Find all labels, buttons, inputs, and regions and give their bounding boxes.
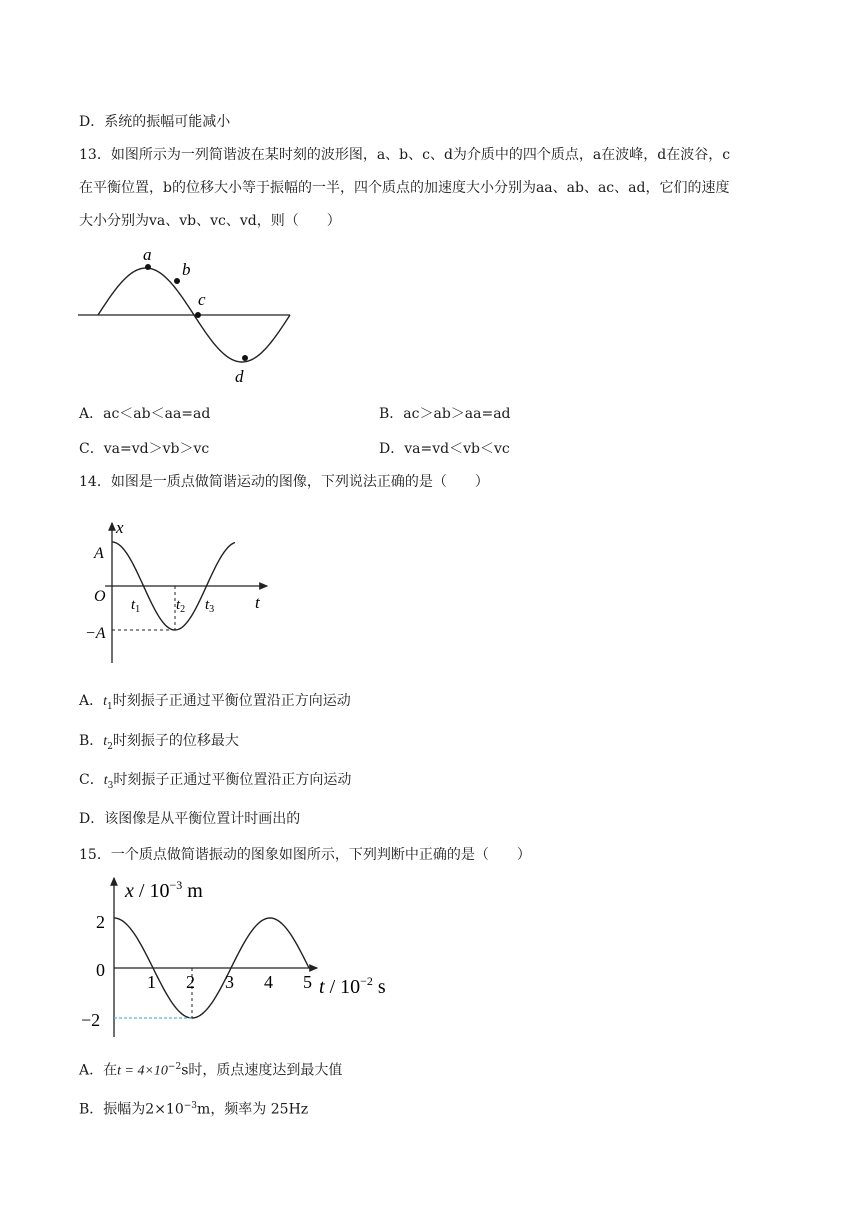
- q13-option-d: [379, 439, 510, 459]
- q15-option-a: A．在$t = 4\times 10^{-2}s$时，质点速度达到最大值: [79, 1062, 343, 1079]
- q13-point-a: [145, 264, 151, 270]
- q14-label-t2: $t_2$: [176, 597, 186, 615]
- q15-ytick-neg2: −2: [81, 1010, 101, 1030]
- q13-option-d-text: D．va=vd＜vb＜vc: [379, 441, 510, 457]
- q13-stem-line3: 大小分别为va、vb、vc、vd，则（ ）: [79, 213, 341, 229]
- q14-stem: 14．如图是一质点做简谐运动的图像，下列说法正确的是（ ）: [79, 474, 489, 490]
- q13-option-c: [79, 439, 209, 459]
- q13-option-b: [379, 404, 511, 424]
- q15-x-axis-label: t / $10^{-2}$ s: [319, 974, 386, 998]
- q13-point-d: [242, 355, 248, 361]
- q14-option-b: B．$t_2$时刻振子的位移最大: [79, 733, 239, 752]
- q14-label-t3: $t_3$: [205, 597, 215, 615]
- q13-option-c-text: C．va=vd＞vb＞vc: [79, 441, 210, 457]
- q14-label-A: A: [94, 545, 104, 562]
- q15-xtick-2: 2: [186, 972, 195, 992]
- q14-label-t1: $t_1$: [131, 597, 141, 615]
- q15-ytick-2: 2: [96, 912, 105, 932]
- q12-option-d: D．系统的振幅可能减小: [79, 114, 231, 130]
- q14-oscillation-figure: [85, 515, 285, 670]
- q13-option-b-text: B．ac＞ab＞aa=ad: [379, 406, 511, 422]
- q13-label-b: b: [182, 260, 191, 279]
- q15-y-axis-label: x / $10^{-3}$ m: [125, 878, 203, 902]
- q15-xtick-5: 5: [303, 972, 312, 992]
- q15-option-b: B．振幅为$2\times 10^{-3}m$，频率为 25Hz: [79, 1101, 309, 1118]
- q15-xtick-1: 1: [147, 972, 156, 992]
- q15-xtick-3: 3: [225, 972, 234, 992]
- q14-option-a: A．$t_1$时刻振子正通过平衡位置沿正方向运动: [79, 693, 351, 712]
- q13-wave-figure: [70, 245, 310, 390]
- q13-stem-line1: 13．如图所示为一列简谐波在某时刻的波形图，a、b、c、d为介质中的四个质点，a在波峰，d在波谷，c: [79, 147, 731, 163]
- q13-stem-line2: 在平衡位置，b的位移大小等于振幅的一半，四个质点的加速度大小分别为aa、ab、ac、ad，它们的速度: [79, 180, 730, 196]
- q13-label-c: c: [198, 290, 206, 309]
- q14-label-O: O: [94, 588, 106, 605]
- q14-label-t: t: [255, 593, 260, 612]
- q15-oscillation-figure: [81, 872, 405, 1042]
- q13-point-b: [174, 278, 180, 284]
- q13-point-c: [195, 312, 201, 318]
- q13-label-a: a: [143, 245, 152, 264]
- q15-ytick-0: 0: [96, 960, 105, 980]
- q14-option-c: C．$t_3$时刻振子正通过平衡位置沿正方向运动: [79, 772, 352, 791]
- q15-stem: 15．一个质点做简谐振动的图象如图所示，下列判断中正确的是（ ）: [79, 847, 531, 863]
- q14-label-negA: −A: [85, 625, 106, 642]
- q13-label-d: d: [235, 367, 244, 386]
- q13-option-a-text: A．ac＜ab＜aa=ad: [79, 406, 211, 422]
- q15-xtick-4: 4: [264, 972, 273, 992]
- q14-option-d: D．该图像是从平衡位置计时画出的: [79, 811, 301, 827]
- q13-option-a: [79, 404, 210, 424]
- q14-label-x: x: [116, 518, 124, 537]
